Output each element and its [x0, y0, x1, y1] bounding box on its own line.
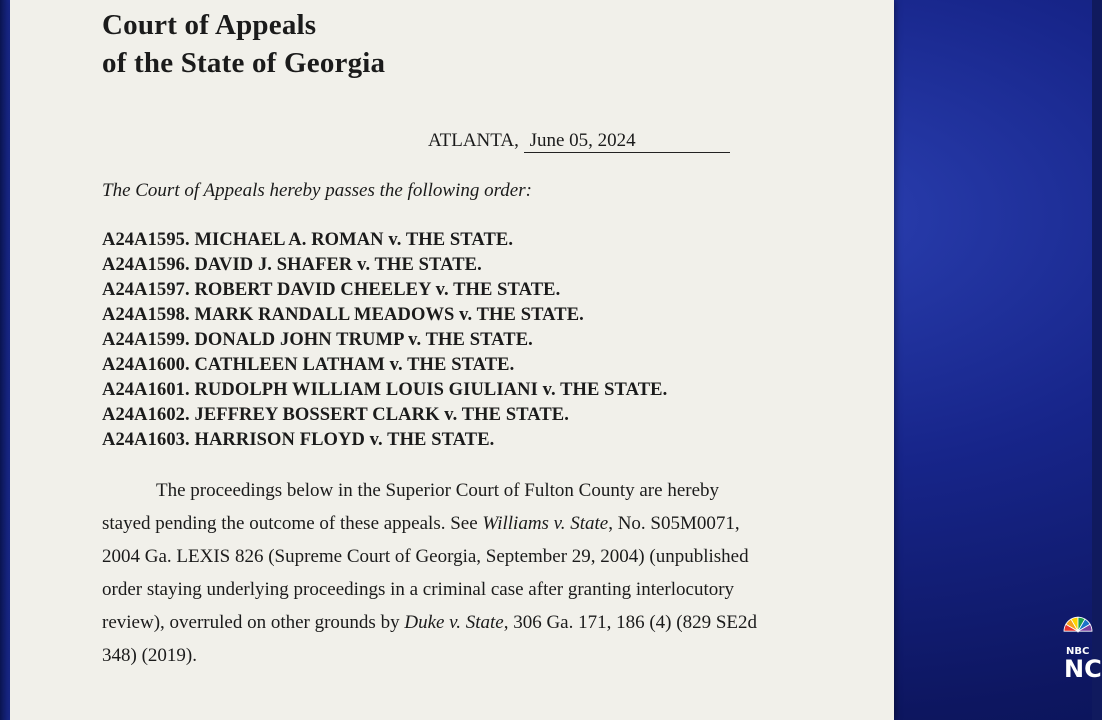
paragraph-line [102, 606, 814, 639]
dateline [428, 128, 730, 154]
court-title-line2: of the State of Georgia [102, 47, 386, 79]
paragraph-line: 348) (2019). [102, 645, 197, 666]
case-item: A24A1601. RUDOLPH WILLIAM LOUIS GIULIANI v. THE STATE. [102, 380, 668, 400]
paragraph-text: review), overruled on other grounds by [102, 612, 405, 633]
paragraph-text: , No. S05M0071, [608, 513, 740, 534]
paragraph-line [102, 507, 814, 540]
case-item: A24A1603. HARRISON FLOYD v. THE STATE. [102, 430, 495, 450]
dateline-date: June 05, 2024 [524, 130, 730, 153]
network-logo-small: NBC [1066, 646, 1090, 657]
case-item: A24A1600. CATHLEEN LATHAM v. THE STATE. [102, 355, 515, 375]
peacock-icon [1064, 606, 1092, 634]
case-item: A24A1599. DONALD JOHN TRUMP v. THE STATE. [102, 330, 533, 350]
dateline-city: ATLANTA, [428, 130, 519, 151]
case-citation: Williams v. State [482, 513, 609, 534]
paragraph-line: 2004 Ga. LEXIS 826 (Supreme Court of Georgia, September 29, 2004) (unpublished [102, 546, 749, 567]
network-logo-big: NC [1064, 655, 1102, 683]
case-item: A24A1602. JEFFREY BOSSERT CLARK v. THE STATE. [102, 405, 569, 425]
paragraph-text: , 306 Ga. 171, 186 (4) (829 SE2d [503, 612, 758, 633]
paragraph-line: order staying underlying proceedings in a criminal case after granting interlocutory [102, 579, 735, 600]
background-edge [0, 0, 10, 720]
court-heading [102, 6, 385, 82]
case-item: A24A1595. MICHAEL A. ROMAN v. THE STATE. [102, 230, 514, 250]
paragraph-line: The proceedings below in the Superior Court of Fulton County are hereby [156, 480, 720, 501]
case-list [102, 228, 667, 453]
court-title-line1: Court of Appeals [102, 9, 317, 41]
order-intro: The Court of Appeals hereby passes the following order: [102, 180, 532, 201]
case-citation: Duke v. State [404, 612, 504, 633]
paragraph-text: stayed pending the outcome of these appeals. See [102, 513, 483, 534]
order-paragraph [102, 474, 814, 672]
case-item: A24A1597. ROBERT DAVID CHEELEY v. THE STATE. [102, 280, 561, 300]
court-order-page [10, 0, 894, 720]
case-item: A24A1598. MARK RANDALL MEADOWS v. THE STATE. [102, 305, 584, 325]
case-item: A24A1596. DAVID J. SHAFER v. THE STATE. [102, 255, 482, 275]
